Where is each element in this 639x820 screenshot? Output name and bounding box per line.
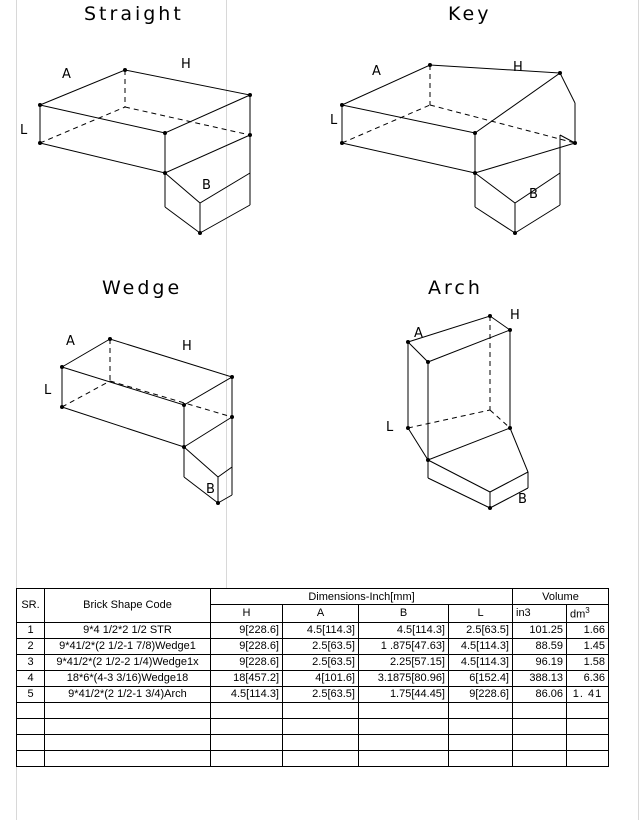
cell-dm3: 1.58 bbox=[567, 654, 609, 670]
cell-empty bbox=[211, 734, 283, 750]
cell-b: 3.1875[80.96] bbox=[359, 670, 449, 686]
cell-empty bbox=[211, 718, 283, 734]
cell-empty bbox=[211, 702, 283, 718]
cell-empty bbox=[567, 734, 609, 750]
cell-in3: 101.25 bbox=[513, 622, 567, 638]
cell-empty bbox=[359, 750, 449, 766]
figure-title-straight: Straight bbox=[84, 3, 184, 25]
table-row bbox=[17, 638, 609, 654]
figure-wedge-label-b: B bbox=[206, 482, 215, 497]
cell-empty bbox=[45, 734, 211, 750]
header-dm3-superscript: 3 bbox=[585, 606, 590, 615]
cell-h: 4.5[114.3] bbox=[211, 686, 283, 702]
cell-h: 9[228.6] bbox=[211, 622, 283, 638]
cell-dm3: 1.66 bbox=[567, 622, 609, 638]
table-row-empty bbox=[17, 718, 609, 734]
figure-title-wedge: Wedge bbox=[102, 277, 183, 299]
cell-l: 4.5[114.3] bbox=[449, 638, 513, 654]
figure-title-key: Key bbox=[448, 3, 492, 25]
figure-key-label-l: L bbox=[330, 113, 338, 128]
cell-l: 9[228.6] bbox=[449, 686, 513, 702]
cell-empty bbox=[449, 734, 513, 750]
cell-empty bbox=[45, 702, 211, 718]
table-row bbox=[17, 686, 609, 702]
cell-dm3: 1. 41 bbox=[567, 686, 609, 702]
cell-code: 9*41/2*(2 1/2-1 3/4)Arch bbox=[45, 686, 211, 702]
header-a: A bbox=[283, 605, 359, 623]
cell-b: 2.25[57.15] bbox=[359, 654, 449, 670]
figure-straight-label-a: A bbox=[62, 67, 71, 82]
header-dm3 bbox=[567, 605, 609, 623]
cell-b: 4.5[114.3] bbox=[359, 622, 449, 638]
header-brick-shape-code: Brick Shape Code bbox=[45, 589, 211, 623]
cell-a: 4[101.6] bbox=[283, 670, 359, 686]
figure-wedge-label-h: H bbox=[182, 339, 192, 354]
cell-l: 2.5[63.5] bbox=[449, 622, 513, 638]
cell-empty bbox=[513, 734, 567, 750]
table-row bbox=[17, 654, 609, 670]
figure-arch-drawing bbox=[390, 310, 570, 520]
cell-in3: 86.06 bbox=[513, 686, 567, 702]
cell-in3: 88.59 bbox=[513, 638, 567, 654]
cell-h: 18[457.2] bbox=[211, 670, 283, 686]
cell-empty bbox=[513, 702, 567, 718]
table-row bbox=[17, 670, 609, 686]
table-row-empty bbox=[17, 734, 609, 750]
header-dm3-base: dm bbox=[570, 608, 586, 621]
cell-in3: 388.13 bbox=[513, 670, 567, 686]
figure-key-label-b: B bbox=[529, 187, 538, 202]
table-row-empty bbox=[17, 702, 609, 718]
brick-shape-table bbox=[16, 588, 609, 767]
cell-l: 6[152.4] bbox=[449, 670, 513, 686]
cell-empty bbox=[567, 702, 609, 718]
cell-l: 4.5[114.3] bbox=[449, 654, 513, 670]
cell-sr: 5 bbox=[17, 686, 45, 702]
header-dimensions: Dimensions-Inch[mm] bbox=[211, 589, 513, 605]
cell-empty bbox=[359, 702, 449, 718]
cell-empty bbox=[567, 718, 609, 734]
cell-b: 1 .875[47.63] bbox=[359, 638, 449, 654]
figure-straight-label-h: H bbox=[181, 57, 191, 72]
cell-sr: 2 bbox=[17, 638, 45, 654]
cell-dm3: 1.45 bbox=[567, 638, 609, 654]
header-h: H bbox=[211, 605, 283, 623]
header-b: B bbox=[359, 605, 449, 623]
header-volume: Volume bbox=[513, 589, 609, 605]
table-header-row-1 bbox=[17, 589, 609, 605]
cell-a: 4.5[114.3] bbox=[283, 622, 359, 638]
cell-empty bbox=[449, 718, 513, 734]
cell-empty bbox=[513, 750, 567, 766]
figure-wedge-label-a: A bbox=[66, 334, 75, 349]
cell-empty bbox=[513, 718, 567, 734]
cell-empty bbox=[567, 750, 609, 766]
cell-empty bbox=[359, 718, 449, 734]
cell-h: 9[228.6] bbox=[211, 654, 283, 670]
cell-empty bbox=[17, 750, 45, 766]
figure-arch-label-h: H bbox=[510, 308, 520, 323]
cell-code: 9*41/2*(2 1/2-1 7/8)Wedge1 bbox=[45, 638, 211, 654]
cell-empty bbox=[17, 734, 45, 750]
cell-empty bbox=[359, 734, 449, 750]
cell-a: 2.5[63.5] bbox=[283, 686, 359, 702]
figure-key-label-h: H bbox=[513, 60, 523, 75]
cell-h: 9[228.6] bbox=[211, 638, 283, 654]
figure-arch-label-a: A bbox=[414, 326, 423, 341]
figure-title-arch: Arch bbox=[428, 277, 483, 299]
cell-empty bbox=[17, 702, 45, 718]
header-in3: in3 bbox=[513, 605, 567, 623]
cell-empty bbox=[211, 750, 283, 766]
table-row-empty bbox=[17, 750, 609, 766]
figure-key-drawing bbox=[330, 55, 590, 215]
cell-empty bbox=[17, 718, 45, 734]
cell-sr: 4 bbox=[17, 670, 45, 686]
cell-empty bbox=[45, 718, 211, 734]
figure-wedge-drawing bbox=[50, 325, 260, 505]
cell-empty bbox=[283, 718, 359, 734]
cell-b: 1.75[44.45] bbox=[359, 686, 449, 702]
figure-arch-label-l: L bbox=[386, 420, 394, 435]
header-l: L bbox=[449, 605, 513, 623]
figure-straight-label-b: B bbox=[202, 178, 211, 193]
cell-sr: 3 bbox=[17, 654, 45, 670]
cell-code: 18*6*(4-3 3/16)Wedge18 bbox=[45, 670, 211, 686]
cell-empty bbox=[449, 750, 513, 766]
header-sr: SR. bbox=[17, 589, 45, 623]
cell-empty bbox=[283, 702, 359, 718]
figure-arch-label-b: B bbox=[518, 492, 527, 507]
cell-sr: 1 bbox=[17, 622, 45, 638]
table-row bbox=[17, 622, 609, 638]
figure-straight-label-l: L bbox=[20, 123, 28, 138]
cell-empty bbox=[283, 734, 359, 750]
cell-dm3: 6.36 bbox=[567, 670, 609, 686]
figure-wedge-label-l: L bbox=[44, 383, 52, 398]
figure-key-label-a: A bbox=[372, 64, 381, 79]
cell-a: 2.5[63.5] bbox=[283, 654, 359, 670]
figure-straight-drawing bbox=[20, 55, 270, 215]
cell-empty bbox=[449, 702, 513, 718]
cell-in3: 96.19 bbox=[513, 654, 567, 670]
cell-empty bbox=[283, 750, 359, 766]
cell-empty bbox=[45, 750, 211, 766]
cell-code: 9*4 1/2*2 1/2 STR bbox=[45, 622, 211, 638]
cell-a: 2.5[63.5] bbox=[283, 638, 359, 654]
cell-code: 9*41/2*(2 1/2-2 1/4)Wedge1x bbox=[45, 654, 211, 670]
